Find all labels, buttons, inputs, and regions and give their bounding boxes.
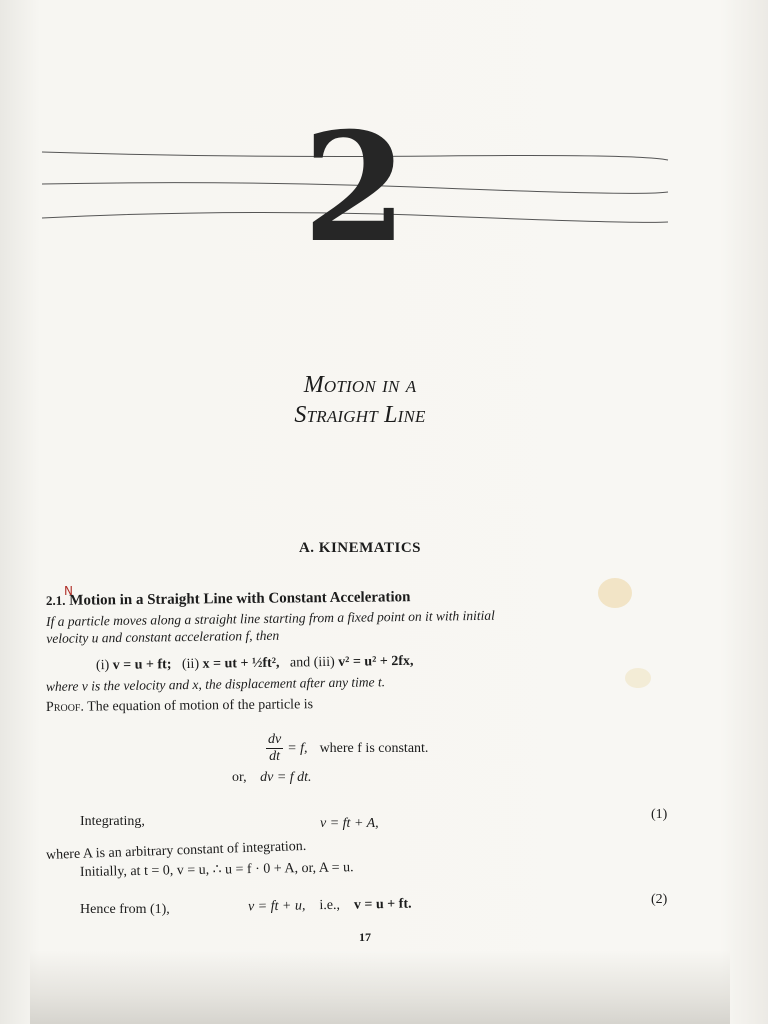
result-3-equation: v² = u² + 2fx,: [338, 653, 414, 670]
chapter-title-line-2: Straight Line: [294, 402, 426, 428]
equation-2-bold: v = u + ft.: [353, 896, 412, 913]
page-number: 17: [359, 930, 371, 944]
proof-text: The equation of motion of the particle is: [87, 697, 314, 715]
theorem-statement: [46, 604, 686, 647]
paper-stain: [598, 578, 632, 608]
fraction-numerator: dv: [268, 732, 282, 747]
equation-2: [248, 897, 412, 916]
result-3-label: and (iii): [289, 654, 335, 671]
result-1-label: (i): [95, 658, 110, 674]
proof-intro: [46, 692, 686, 717]
equation-rhs: = f,: [287, 740, 308, 756]
equation-1-number: (1): [651, 807, 668, 822]
proof-label: Proof.: [45, 699, 85, 715]
equation-or-line: [232, 770, 312, 786]
equation-where: where f is constant.: [319, 740, 429, 756]
chapter-title: [200, 370, 520, 430]
page-bottom-shadow: [30, 950, 730, 1024]
equation-2-italic: v = ft + u,: [247, 898, 306, 915]
or-equation: dv = f dt.: [260, 770, 312, 785]
subsection-number: 2.1.: [45, 592, 66, 608]
integrating-label: Integrating,: [80, 814, 145, 829]
handwritten-annotation: N: [64, 584, 73, 598]
or-label: or,: [232, 770, 247, 785]
initial-condition: Initially, at t = 0, v = u, ∴ u = f · 0 + A, or, A = u.: [79, 860, 354, 880]
paper-stain: [625, 668, 651, 688]
theorem-line-2: velocity u and constant acceleration f, then: [46, 627, 280, 646]
result-2-equation: x = ut + ½ft²,: [202, 655, 280, 672]
equation-2-ie: i.e.,: [319, 897, 341, 914]
theorem-line-1: If a particle moves along a straight line starting from a fixed point on it with initial: [46, 607, 495, 629]
theorem-results: [96, 654, 414, 674]
result-2-label: (ii): [181, 656, 200, 673]
section-heading: A. KINEMATICS: [298, 540, 422, 556]
equation-2-number: (2): [651, 892, 668, 907]
subsection-title: Motion in a Straight Line with Constant Acceleration: [69, 589, 411, 609]
chapter-title-line-1: Motion in a: [303, 372, 417, 398]
equation-1: v = ft + A,: [320, 816, 379, 831]
hence-label: Hence from (1),: [80, 902, 170, 917]
chapter-number: 2: [302, 100, 408, 276]
constant-explanation: where A is an arbitrary constant of integration.: [45, 838, 307, 863]
derivative-fraction: [266, 732, 283, 765]
equation-of-motion: [266, 732, 428, 765]
fraction-denominator: dt: [269, 749, 281, 764]
result-1-equation: v = u + ft;: [112, 657, 172, 673]
theorem-where-clause: where v is the velocity and x, the displacement after any time t.: [45, 674, 386, 694]
